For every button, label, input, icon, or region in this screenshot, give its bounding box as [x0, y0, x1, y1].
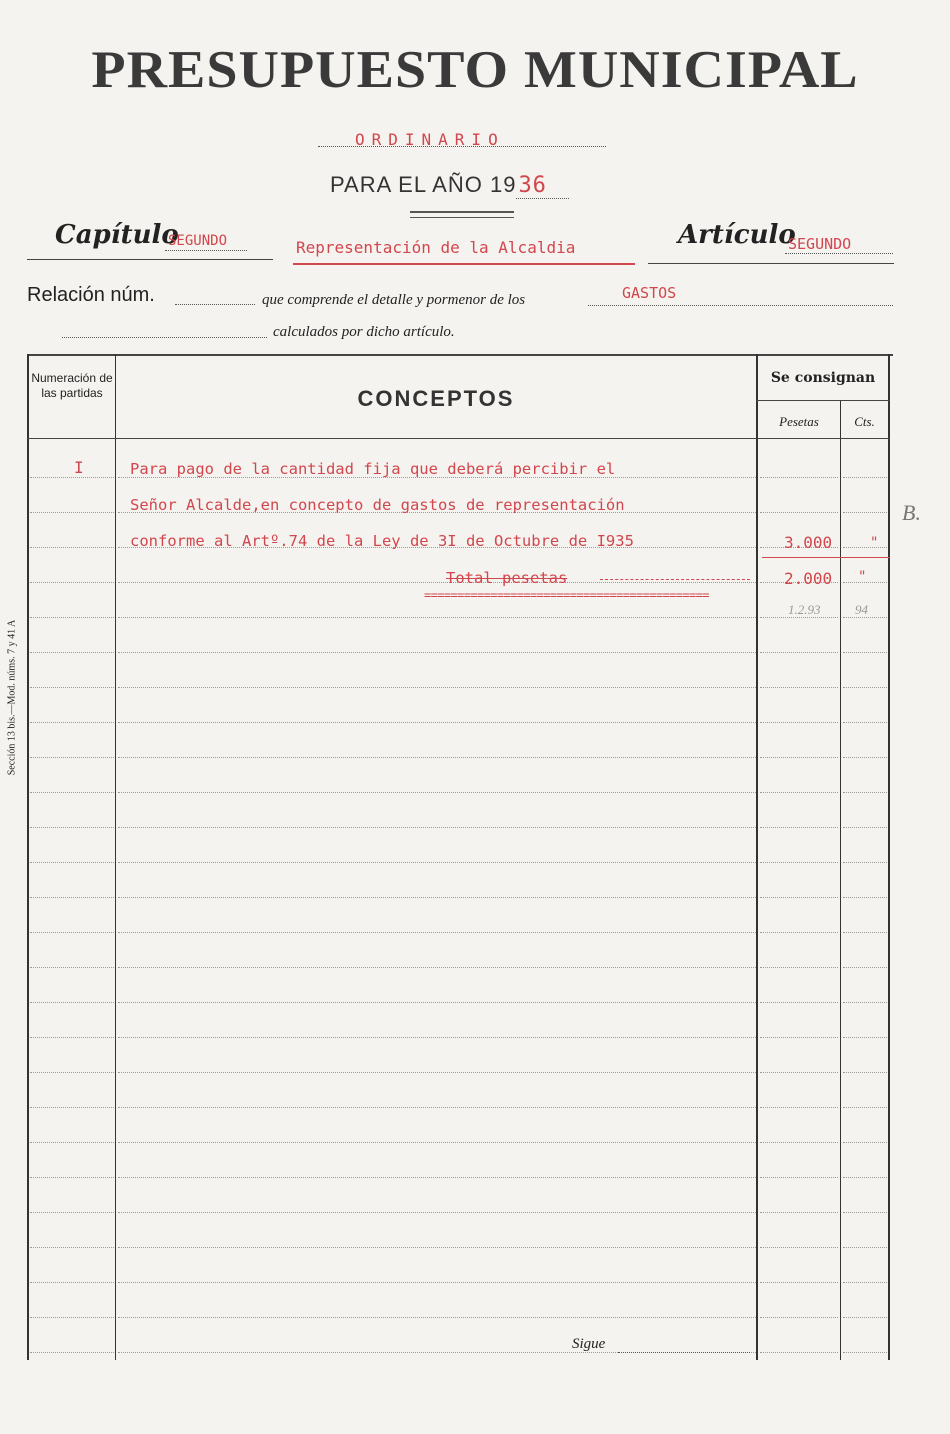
ruled-line — [30, 477, 114, 478]
document-title: PRESUPUESTO MUNICIPAL — [91, 40, 859, 100]
ruled-line — [118, 862, 756, 863]
ruled-line — [760, 1142, 838, 1143]
total-label: Total pesetas — [446, 569, 568, 587]
ruled-line — [30, 1247, 114, 1248]
table-header-border — [27, 438, 890, 439]
ruled-line — [760, 932, 838, 933]
ruled-line — [30, 652, 114, 653]
ruled-line — [30, 687, 114, 688]
ruled-line — [760, 1002, 838, 1003]
ruled-line — [30, 617, 114, 618]
ruled-line — [30, 1002, 114, 1003]
articulo-label: Artículo — [678, 220, 796, 250]
capitulo-line — [165, 250, 247, 251]
ruled-line — [30, 547, 114, 548]
total-separator: =========================================== — [424, 588, 709, 602]
ruled-line — [843, 1002, 887, 1003]
ruled-line — [30, 932, 114, 933]
ruled-line — [760, 512, 838, 513]
ruled-line — [30, 757, 114, 758]
ruled-line — [843, 652, 887, 653]
ruled-line — [843, 967, 887, 968]
ornament — [410, 211, 514, 218]
ruled-line — [30, 512, 114, 513]
capitulo-value: SEGUNDO — [168, 233, 228, 249]
ruled-line — [30, 862, 114, 863]
margin-mark: B. — [902, 500, 921, 525]
table-top-border — [27, 354, 893, 356]
ruled-line — [760, 1107, 838, 1108]
ruled-line — [843, 1352, 887, 1353]
relacion-text2-line — [62, 337, 267, 338]
ruled-line — [843, 547, 887, 548]
sigue-label — [572, 1336, 605, 1353]
articulo-value: SEGUNDO — [788, 235, 852, 253]
relacion-value: GASTOS — [622, 284, 677, 302]
ruled-line — [760, 862, 838, 863]
ruled-line — [760, 1177, 838, 1178]
table-divider-num — [115, 354, 116, 1360]
concept-title: Representación de la Alcaldia — [296, 238, 576, 257]
ruled-line — [30, 1212, 114, 1213]
ruled-line — [843, 757, 887, 758]
ruled-line — [118, 1282, 756, 1283]
ruled-line — [760, 757, 838, 758]
entry-line-2: Señor Alcalde,en concepto de gastos de representación — [130, 496, 625, 514]
ruled-line — [118, 1142, 756, 1143]
ruled-line — [118, 1037, 756, 1038]
total-dash — [600, 579, 750, 580]
ruled-line — [118, 582, 756, 583]
ruled-line — [760, 792, 838, 793]
ruled-line — [30, 1177, 114, 1178]
articulo-underline — [648, 263, 894, 264]
ruled-line — [118, 722, 756, 723]
ruled-line — [30, 1142, 114, 1143]
ruled-line — [843, 827, 887, 828]
ruled-line — [118, 1002, 756, 1003]
ruled-line — [843, 1037, 887, 1038]
ruled-line — [760, 687, 838, 688]
ruled-line — [118, 897, 756, 898]
ruled-line — [30, 1282, 114, 1283]
ruled-line — [118, 687, 756, 688]
ruled-line — [118, 792, 756, 793]
relacion-number-line — [175, 304, 255, 305]
ruled-line — [843, 687, 887, 688]
ruled-line — [118, 1107, 756, 1108]
consignan-divider — [756, 400, 890, 401]
amount-underline — [762, 557, 890, 558]
table-left-border — [27, 354, 29, 1360]
ruled-line — [30, 1037, 114, 1038]
column-conceptos: CONCEPTOS — [357, 386, 515, 411]
column-pesetas: Pesetas — [779, 414, 819, 429]
entry-cts: " — [870, 535, 879, 551]
sigue-line — [618, 1352, 750, 1353]
relacion-label: Relación núm. — [27, 284, 155, 306]
budget-type: ORDINARIO — [355, 130, 505, 149]
ruled-line — [30, 1317, 114, 1318]
ruled-line — [760, 1247, 838, 1248]
ruled-line — [843, 1107, 887, 1108]
ruled-line — [760, 1037, 838, 1038]
ruled-line — [760, 1317, 838, 1318]
ruled-line — [843, 722, 887, 723]
ruled-line — [30, 827, 114, 828]
column-cts: Cts. — [854, 414, 875, 429]
ruled-line — [30, 582, 114, 583]
ruled-line — [760, 722, 838, 723]
ruled-line — [843, 862, 887, 863]
ruled-line — [760, 1352, 838, 1353]
table-divider-cts — [840, 400, 841, 1360]
ruled-line — [843, 1072, 887, 1073]
ruled-line — [760, 1212, 838, 1213]
ruled-line — [760, 1282, 838, 1283]
ruled-line — [843, 932, 887, 933]
table-divider-conceptos — [756, 354, 758, 1360]
column-numeracion: Numeración de las partidas — [31, 371, 113, 400]
ruled-line — [843, 1317, 887, 1318]
ruled-line — [843, 1212, 887, 1213]
note-cts: 94 — [855, 602, 868, 617]
capitulo-label: Capítulo — [55, 220, 179, 250]
total-cts: " — [858, 569, 867, 585]
side-text: Sección 13 bis.—Mod. núms. 7 y 41 A — [6, 619, 18, 776]
ruled-line — [30, 722, 114, 723]
ruled-line — [843, 1177, 887, 1178]
ruled-line — [30, 897, 114, 898]
ruled-line — [30, 1072, 114, 1073]
ruled-line — [118, 617, 756, 618]
note-pesetas: 1.2.93 — [788, 602, 821, 617]
ruled-line — [30, 1107, 114, 1108]
ruled-line — [118, 1072, 756, 1073]
ruled-line — [843, 477, 887, 478]
year-value: 36 — [516, 173, 569, 199]
ruled-line — [760, 897, 838, 898]
ruled-line — [118, 967, 756, 968]
capitulo-underline — [27, 259, 273, 260]
ruled-line — [843, 1282, 887, 1283]
ruled-line — [760, 827, 838, 828]
ruled-line — [760, 1072, 838, 1073]
concept-underline — [293, 263, 635, 265]
ruled-line — [30, 1352, 114, 1353]
entry-line-1: Para pago de la cantidad fija que deberá percibir el — [130, 460, 616, 478]
ruled-line — [118, 1212, 756, 1213]
ruled-line — [118, 1177, 756, 1178]
ruled-line — [843, 512, 887, 513]
relacion-text1: que comprende el detalle y pormenor de los — [262, 292, 526, 308]
table-right-border — [888, 354, 890, 1360]
ruled-line — [760, 652, 838, 653]
entry-number: I — [74, 458, 84, 477]
ruled-line — [843, 1142, 887, 1143]
ruled-line — [118, 827, 756, 828]
ruled-line — [760, 477, 838, 478]
relacion-text2: calculados por dicho artículo. — [273, 324, 455, 340]
ruled-line — [843, 792, 887, 793]
ruled-line — [30, 967, 114, 968]
year-label: PARA EL AÑO 19 — [330, 172, 517, 197]
ruled-line — [118, 757, 756, 758]
budget-type-line — [318, 146, 606, 147]
articulo-line — [785, 253, 893, 254]
ruled-line — [118, 652, 756, 653]
ruled-line — [118, 1247, 756, 1248]
year-heading — [330, 172, 569, 198]
sigue-text: Sigue — [572, 1336, 606, 1352]
entry-line-3: conforme al Artº.74 de la Ley de 3I de Octubre de I935 — [130, 532, 634, 550]
ruled-line — [118, 1317, 756, 1318]
ruled-line — [30, 792, 114, 793]
column-se-consignan: Se consignan — [770, 370, 876, 386]
entry-amount: 3.000 — [784, 533, 833, 552]
total-amount: 2.000 — [784, 569, 833, 588]
ruled-line — [843, 897, 887, 898]
relacion-value-line — [588, 305, 893, 306]
ruled-line — [118, 932, 756, 933]
ruled-line — [760, 967, 838, 968]
ruled-line — [843, 1247, 887, 1248]
